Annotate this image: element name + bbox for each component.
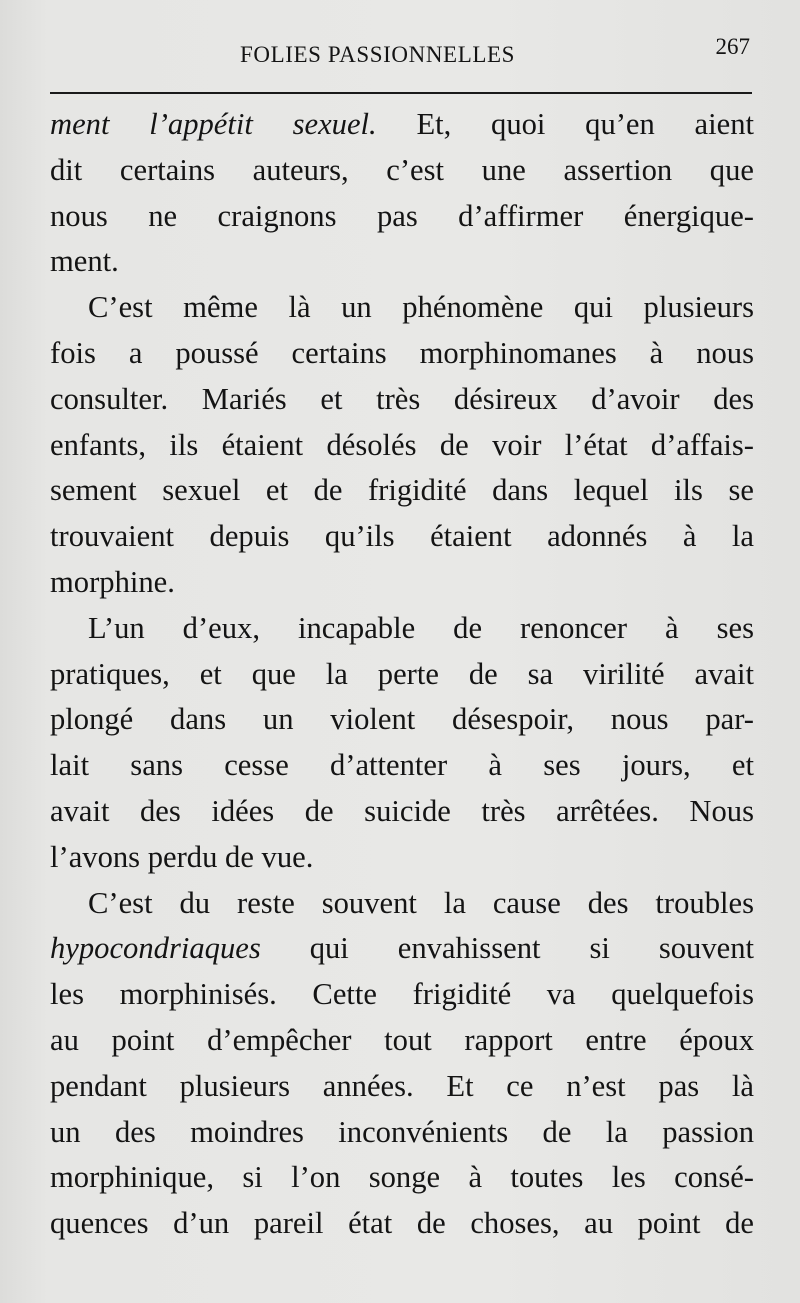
text-line: pratiques, et que la perte de sa virilité avait (50, 656, 754, 691)
text-line: morphine. (50, 564, 175, 599)
text-line: ment. (50, 244, 119, 279)
paragraph-start-line: L’un d’eux, incapable de renoncer à ses (88, 610, 754, 645)
text-line: nous ne craignons pas d’affirmer énergique- (50, 198, 754, 233)
text-line: au point d’empêcher tout rapport entre époux (50, 1022, 754, 1057)
text-line: consulter. Mariés et très désireux d’avoir des (50, 381, 754, 416)
header-rule (50, 92, 752, 94)
page-number: 267 (715, 34, 750, 59)
text-line: morphinique, si l’on songe à toutes les consé- (50, 1160, 754, 1195)
text-line: plongé dans un violent désespoir, nous par- (50, 702, 754, 737)
text-line: un des moindres inconvénients de la passion (50, 1114, 754, 1149)
text-line: sement sexuel et de frigidité dans lequel ils se (50, 473, 754, 508)
text-line: trouvaient depuis qu’ils étaient adonnés à la (50, 519, 754, 554)
text-line: enfants, ils étaient désolés de voir l’état d’affais- (50, 427, 754, 462)
italic-phrase: ment l’appétit sexuel. (50, 107, 377, 141)
text-line: ment l’appétit sexuel. Et, quoi qu’en aient (50, 107, 755, 141)
text-line: les morphinisés. Cette frigidité va quelquefois (50, 977, 754, 1012)
text-line: dit certains auteurs, c’est une assertion que (50, 152, 754, 187)
paragraph-start-line: C’est même là un phénomène qui plusieurs (88, 290, 754, 325)
italic-word: hypocondriaques (50, 931, 261, 966)
page-header (50, 34, 754, 74)
paragraph-start-line: C’est du reste souvent la cause des troubles (88, 885, 754, 920)
text-line: hypocondriaques qui envahissent si souvent (50, 931, 754, 966)
text-line: l’avons perdu de vue. (50, 839, 314, 874)
body-text (50, 102, 754, 1247)
text-line: avait des idées de suicide très arrêtées. Nous (50, 793, 754, 828)
text-line: fois a poussé certains morphinomanes à nous (50, 335, 754, 370)
text-line: quences d’un pareil état de choses, au point de (50, 1206, 754, 1241)
text-line: lait sans cesse d’attenter à ses jours, et (50, 748, 754, 783)
running-title: FOLIES PASSIONNELLES (240, 42, 516, 67)
text-line: pendant plusieurs années. Et ce n’est pas là (50, 1068, 754, 1103)
